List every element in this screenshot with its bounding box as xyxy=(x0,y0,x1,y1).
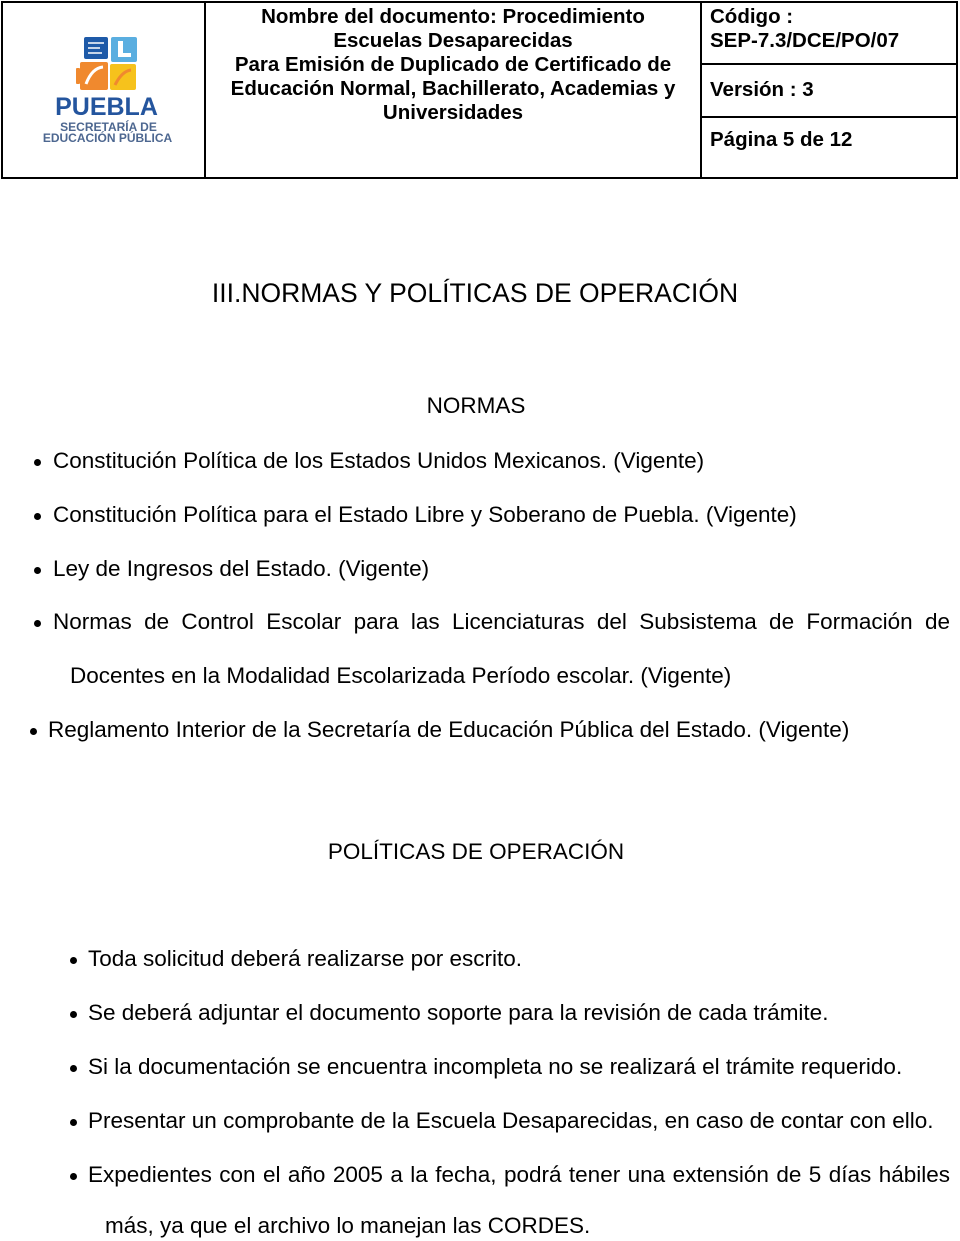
page-number: Página 5 de 12 xyxy=(710,128,853,151)
bullet-icon xyxy=(34,513,41,520)
list-item-text: Se deberá adjuntar el documento soporte para la revisión de cada trámite. xyxy=(88,1000,829,1025)
list-item-text: Expedientes con el año 2005 a la fecha, podrá tener una extensión de 5 días hábiles xyxy=(88,1162,950,1187)
bullet-icon xyxy=(70,1119,77,1126)
puebla-logo-icon xyxy=(0,0,205,95)
version-label: Versión : 3 xyxy=(710,78,814,101)
logo-wordmark: PUEBLA xyxy=(55,93,158,121)
list-item-text: Reglamento Interior de la Secretaría de Educación Pública del Estado. (Vigente) xyxy=(48,717,850,742)
list-item-text: Normas de Control Escolar para las Licenciaturas del Subsistema de Formación de xyxy=(53,609,950,634)
logo-subtitle-line2: EDUCACIÓN PÚBLICA xyxy=(42,131,173,145)
bullet-icon xyxy=(34,567,41,574)
logo-subtitle-line1: SECRETARÍA DE xyxy=(60,120,157,134)
header-divider-right xyxy=(700,1,702,179)
bullet-icon xyxy=(70,1011,77,1018)
bullet-icon xyxy=(30,728,37,735)
list-item-text: Si la documentación se encuentra incompleta no se realizará el trámite requerido. xyxy=(88,1054,903,1079)
document-name-line: Para Emisión de Duplicado de Certificado de xyxy=(234,53,672,76)
document-name-line: Universidades xyxy=(382,101,524,124)
meta-divider-code xyxy=(700,63,958,65)
bullet-icon xyxy=(70,1065,77,1072)
list-item-text: Ley de Ingresos del Estado. (Vigente) xyxy=(53,556,430,581)
bullet-icon xyxy=(34,459,41,466)
bullet-icon xyxy=(70,1173,77,1180)
list-item-text-continued: Docentes en la Modalidad Escolarizada Período escolar. (Vigente) xyxy=(70,663,732,688)
document-title-cell xyxy=(206,5,700,125)
meta-divider-version xyxy=(700,116,958,118)
code-value: SEP-7.3/DCE/PO/07 xyxy=(710,29,900,52)
logo-tile-accent xyxy=(76,68,80,84)
list-item-text: Constitución Política para el Estado Libre y Soberano de Puebla. (Vigente) xyxy=(53,502,797,527)
logo-tile-orange xyxy=(80,62,108,90)
document-name-line: Educación Normal, Bachillerato, Academias y xyxy=(230,77,676,100)
code-label: Código : xyxy=(710,5,794,28)
document-name-line: Escuelas Desaparecidas xyxy=(333,29,573,52)
list-item-text: Constitución Política de los Estados Unidos Mexicanos. (Vigente) xyxy=(53,448,705,473)
list-item-text: Toda solicitud deberá realizarse por escrito. xyxy=(88,946,522,971)
list-item-text: Presentar un comprobante de la Escuela Desaparecidas, en caso de contar con ello. xyxy=(88,1108,934,1133)
logo-tile-yellow xyxy=(110,64,136,90)
section-title: III.NORMAS Y POLÍTICAS DE OPERACIÓN xyxy=(211,278,739,308)
bullet-icon xyxy=(70,957,77,964)
document-name-line: Nombre del documento: Procedimiento xyxy=(261,5,645,28)
logo-tile-light-blue xyxy=(111,37,137,62)
politicas-heading: POLÍTICAS DE OPERACIÓN xyxy=(327,839,625,864)
normas-heading: NORMAS xyxy=(426,393,526,418)
bullet-icon xyxy=(34,620,41,627)
list-item-text-continued: más, ya que el archivo lo manejan las CORDES. xyxy=(105,1213,591,1238)
